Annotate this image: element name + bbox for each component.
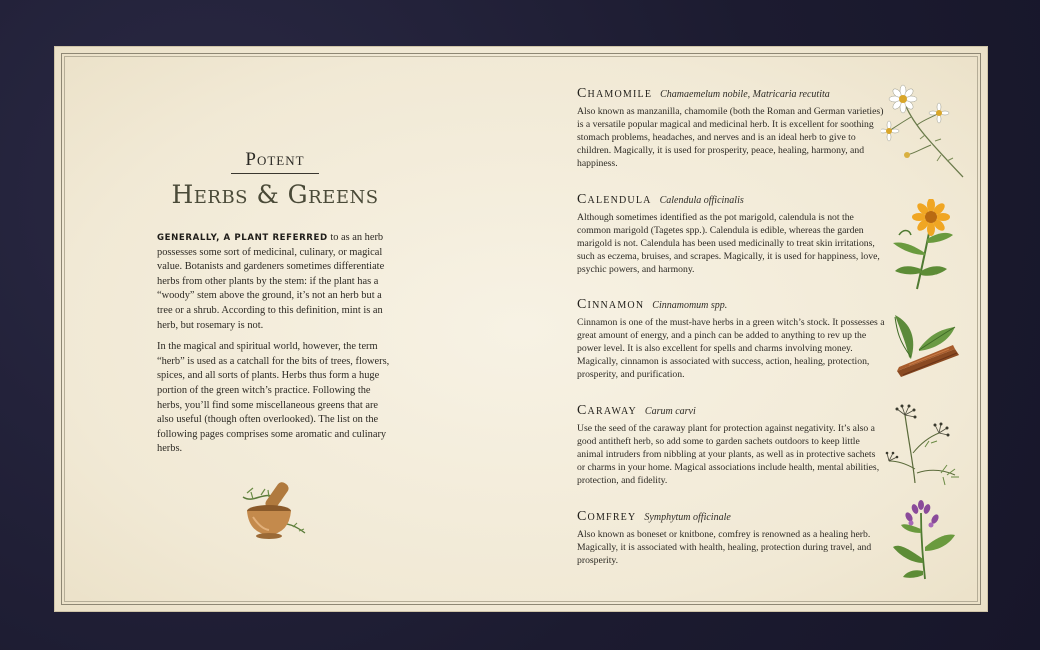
- heading-small: Potent: [245, 149, 305, 170]
- intro-paragraph-1-body: to as an herb possesses some sort of medicinal, culinary, or magical value. Botanists and gardeners sometimes differentiate herbs from other plants by the stem: if the plant has a “woody” stem above the ground, it’s not an herb but a tree or a shrub. According to this definition, mint is an herb, but rosemary is not.: [157, 232, 385, 331]
- herb-description: Also known as boneset or knitbone, comfrey is renowned as a healing herb. Magically, it is associated with health, healing, protection during travel, and prosperity.: [577, 529, 872, 566]
- herb-description: Although sometimes identified as the pot marigold, calendula is not the common marigold (Tagetes spp.). Calendula is edible, whereas the garden marigold is not. Calendula has been used medicinally to treat skin irritations, such as eczema, bruises, and scrapes. Magically, it is used for happiness, love, psychic powers, and harmony.: [577, 212, 880, 275]
- herb-entry-cinnamon: [577, 296, 885, 382]
- herb-name: Comfrey: [577, 509, 637, 524]
- herb-name: Cinnamon: [577, 297, 645, 312]
- mortar-and-pestle-icon: [235, 475, 311, 541]
- book-spread: [54, 46, 988, 612]
- herb-name: Chamomile: [577, 86, 653, 101]
- herb-entry-comfrey: [577, 508, 885, 568]
- intro-text: [157, 231, 393, 457]
- herb-latin-name: Carum carvi: [644, 406, 696, 417]
- caraway-icon: [885, 403, 961, 487]
- calendula-icon: [887, 199, 957, 291]
- herb-entry-caraway: [577, 402, 885, 488]
- herb-name: Caraway: [577, 403, 637, 418]
- herb-description: Use the seed of the caraway plant for protection against negativity. It’s also a good antitheft herb, so add some to garden sachets outdoors to keep little animal intruders from nibbling at your plants, as well as in protective sachets or charms in your home. Magical associations include health, mental abilities, protection, and fidelity.: [577, 423, 880, 486]
- comfrey-icon: [891, 499, 957, 581]
- chamomile-icon: [881, 83, 969, 181]
- herb-entry-chamomile: [577, 85, 885, 171]
- intro-paragraph-2: In the magical and spiritual world, however, the term “herb” is used as a catchall for the bits of trees, flowers, spices, and all sorts of plants. Herbs thus form a huge portion of the green witch’s practice. Following the herbs, you’ll find some miscellaneous greens that are also useful (though often overlooked). The list on the following pages comprises some aromatic and culinary herbs.: [157, 341, 390, 455]
- herb-name: Calendula: [577, 192, 652, 207]
- herb-latin-name: Chamaemelum nobile, Matricaria recutita: [660, 89, 830, 100]
- herb-latin-name: Cinnamomum spp.: [652, 300, 728, 311]
- herb-entry-calendula: [577, 191, 885, 277]
- herb-latin-name: Calendula officinalis: [659, 195, 744, 206]
- left-page: [157, 149, 393, 464]
- herb-description: Cinnamon is one of the must-have herbs in a green witch’s stock. It possesses a great amount of energy, and a pinch can be added to anything to rev up the power level. It is also excellent for spells and charms involving money. Magically, cinnamon is associated with success, action, healing, protection, prosperity, and purification.: [577, 317, 885, 380]
- page-title: Herbs & Greens: [171, 180, 379, 209]
- herb-latin-name: Symphytum officinale: [644, 512, 731, 523]
- heading-underline: [231, 173, 319, 174]
- intro-lead: GENERALLY, A PLANT REFERRED: [157, 233, 328, 243]
- intro-paragraph-1: [157, 231, 393, 333]
- herb-description: Also known as manzanilla, chamomile (both the Roman and German varieties) is a versatile popular magical and medicinal herb. It is excellent for soothing stomach problems, headaches, and nerves and is an ideal herb to give to children. Magically, it is used for prosperity, peace, healing, harmony, and happiness.: [577, 106, 884, 169]
- cinnamon-icon: [889, 309, 963, 379]
